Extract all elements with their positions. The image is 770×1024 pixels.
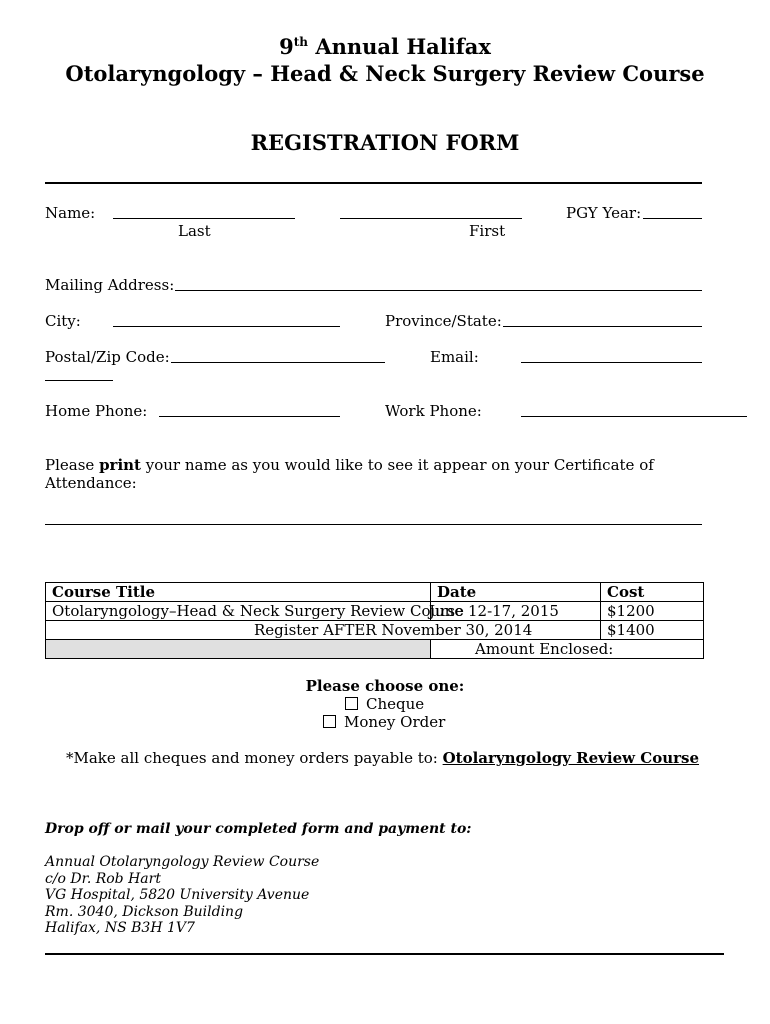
province-field[interactable] xyxy=(503,326,702,327)
first-name-field[interactable] xyxy=(340,218,522,219)
postal-code-field[interactable] xyxy=(171,362,385,363)
cheque-checkbox[interactable] xyxy=(345,697,358,710)
column-header-course-title: Course Title xyxy=(46,583,431,602)
course-title-line1: 9th Annual Halifax xyxy=(279,34,491,59)
late-registration-cell: Register AFTER November 30, 2014 xyxy=(46,621,601,640)
course-table xyxy=(45,582,704,659)
mailing-address-label: Mailing Address: xyxy=(45,276,175,294)
form-title: REGISTRATION FORM xyxy=(250,130,520,155)
course-title-cell: Otolaryngology–Head & Neck Surgery Review Course xyxy=(46,602,431,621)
payable-to-note: *Make all cheques and money orders payable to: Otolaryngology Review Course xyxy=(66,749,700,767)
address-line: Rm. 3040, Dickson Building xyxy=(45,903,244,920)
late-cost-cell: $1400 xyxy=(601,621,704,640)
table-row xyxy=(46,621,704,640)
certificate-instruction: Please print your name as you would like to see it appear on your Certificate of xyxy=(45,456,654,474)
choose-one-label: Please choose one: xyxy=(305,677,465,695)
money-order-option[interactable]: Money Order xyxy=(323,713,445,731)
last-name-field[interactable] xyxy=(113,218,295,219)
amount-row xyxy=(46,640,704,659)
footer-divider xyxy=(45,953,724,955)
email-field[interactable] xyxy=(521,362,702,363)
money-order-checkbox[interactable] xyxy=(323,715,336,728)
home-phone-label: Home Phone: xyxy=(45,402,148,420)
date-cell: June 12-17, 2015 xyxy=(431,602,601,621)
home-phone-field[interactable] xyxy=(159,416,340,417)
address-line: VG Hospital, 5820 University Avenue xyxy=(45,887,310,903)
table-row xyxy=(46,602,704,621)
mail-heading: Drop off or mail your completed form and payment to: xyxy=(45,821,472,837)
city-field[interactable] xyxy=(113,326,340,327)
certificate-instruction-line2: Attendance: xyxy=(45,474,137,492)
course-title-line2: Otolaryngology – Head & Neck Surgery Review Course xyxy=(65,61,705,86)
first-caption: First xyxy=(469,222,506,240)
grey-cell xyxy=(46,640,431,659)
cost-cell: $1200 xyxy=(601,602,704,621)
address-line: Annual Otolaryngology Review Course xyxy=(45,854,320,870)
amount-enclosed-cell[interactable]: Amount Enclosed: xyxy=(431,640,704,659)
work-phone-field[interactable] xyxy=(521,416,747,417)
table-header-row xyxy=(46,583,704,602)
mail-address xyxy=(45,854,319,937)
column-header-cost: Cost xyxy=(601,583,704,602)
province-label: Province/State: xyxy=(385,312,502,330)
mailing-address-field[interactable] xyxy=(175,290,702,291)
email-label: Email: xyxy=(430,348,479,366)
name-label: Name: xyxy=(45,204,96,222)
email-field-continuation[interactable] xyxy=(45,380,113,381)
pgy-year-field[interactable] xyxy=(643,218,702,219)
city-label: City: xyxy=(45,312,81,330)
pgy-label: PGY Year: xyxy=(566,204,642,222)
cheque-option[interactable]: Cheque xyxy=(345,695,424,713)
address-line: c/o Dr. Rob Hart xyxy=(45,870,161,887)
last-caption: Last xyxy=(178,222,211,240)
work-phone-label: Work Phone: xyxy=(385,402,482,420)
certificate-name-field[interactable] xyxy=(45,524,702,525)
header-divider xyxy=(45,182,702,184)
address-line: Halifax, NS B3H 1V7 xyxy=(45,920,195,936)
postal-code-label: Postal/Zip Code: xyxy=(45,348,170,366)
column-header-date: Date xyxy=(431,583,601,602)
